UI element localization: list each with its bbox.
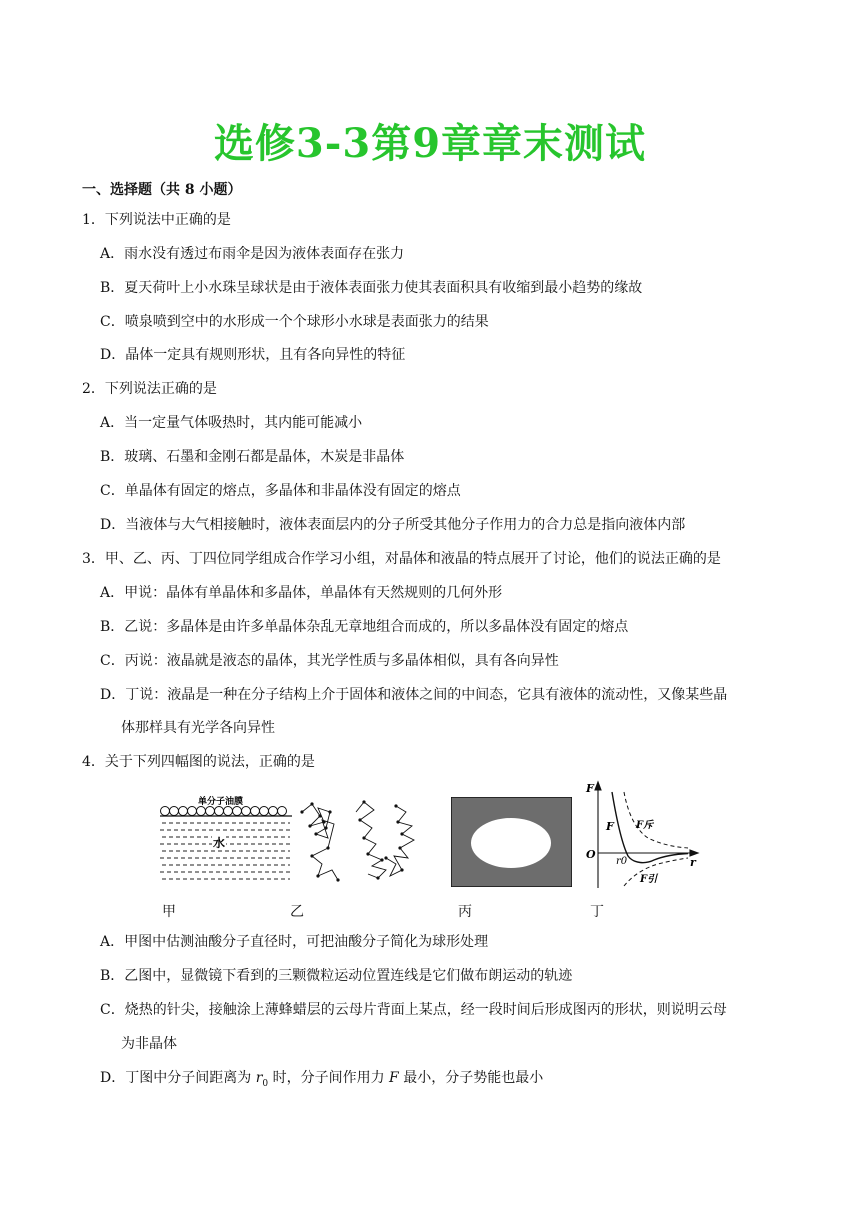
- oil-film-label: 单分子油膜: [198, 797, 244, 807]
- question-2-stem: 2．下列说法正确的是: [82, 381, 217, 397]
- q4-option-c: C．烧热的针尖，接触涂上薄蜂蜡层的云母片背面上某点，经一段时间后形成图丙的形状，则说明云母: [100, 1002, 727, 1018]
- water-label: 水: [213, 836, 226, 850]
- oil-film-figure: [160, 795, 292, 885]
- q4-option-b: B．乙图中，显微镜下看到的三颗微粒运动位置连线是它们做布朗运动的轨迹: [100, 968, 573, 984]
- graph-origin-label: O: [586, 848, 596, 861]
- section-heading: 一、选择题（共 8 小题）: [82, 182, 242, 198]
- caption-yi: 乙: [290, 904, 304, 920]
- graph-y-axis-label: F: [586, 782, 594, 795]
- question-4-stem: 4．关于下列四幅图的说法，正确的是: [82, 754, 315, 770]
- q1-option-b: B．夏天荷叶上小水珠呈球状是由于液体表面张力使其表面积具有收缩到最小趋势的缘故: [100, 280, 643, 296]
- q1-option-c: C．喷泉喷到空中的水形成一个个球形小水球是表面张力的结果: [100, 314, 489, 330]
- page-title: 选修3-3第9章章末测试: [213, 120, 647, 167]
- q3-option-b: B．乙说：多晶体是由许多单晶体杂乱无章地组合而成的，所以多晶体没有固定的熔点: [100, 619, 629, 635]
- q2-option-a: A．当一定量气体吸热时，其内能可能减小: [100, 415, 363, 431]
- q4-d-f-symbol: F: [389, 1070, 399, 1086]
- q3-option-d-continued: 体那样具有光学各向异性: [121, 720, 275, 736]
- q2-option-c: C．单晶体有固定的熔点，多晶体和非晶体没有固定的熔点: [100, 483, 461, 499]
- graph-x-axis-label: r: [690, 856, 696, 869]
- q4-d-text-2: 时，分子间作用力: [268, 1070, 390, 1086]
- q4-d-text-3: 最小，分子势能也最小: [398, 1070, 544, 1086]
- q1-option-d: D．晶体一定具有规则形状，且有各向异性的特征: [100, 347, 406, 363]
- wax-melt-figure: [451, 797, 572, 887]
- q4-d-text-1: D．丁图中分子间距离为: [100, 1070, 256, 1086]
- q3-option-a: A．甲说：晶体有单晶体和多晶体，单晶体有天然规则的几何外形: [100, 585, 503, 601]
- q4-option-a: A．甲图中估测油酸分子直径时，可把油酸分子简化为球形处理: [100, 934, 489, 950]
- q2-option-d: D．当液体与大气相接触时，液体表面层内的分子所受其他分子作用力的合力总是指向液体内部: [100, 517, 686, 533]
- brownian-motion-figure: [298, 798, 420, 884]
- caption-jia: 甲: [162, 904, 176, 920]
- q2-option-b: B．玻璃、石墨和金刚石都是晶体，木炭是非晶体: [100, 449, 405, 465]
- q4-option-d: [100, 1068, 543, 1094]
- q3-option-d: D．丁说：液晶是一种在分子结构上介于固体和液体之间的中间态，它具有液体的流动性，又像某些晶: [100, 687, 728, 703]
- graph-repulsive-label: F斥: [636, 820, 654, 831]
- q3-option-c: C．丙说：液晶就是液态的晶体，其光学性质与多晶体相似，具有各向异性: [100, 653, 559, 669]
- q1-option-a: A．雨水没有透过布雨伞是因为液体表面存在张力: [100, 246, 405, 262]
- q4-option-c-continued: 为非晶体: [121, 1036, 177, 1052]
- graph-curve-label: F: [606, 820, 614, 833]
- question-1-stem: 1．下列说法中正确的是: [82, 212, 231, 228]
- caption-bing: 丙: [458, 904, 472, 920]
- q4-d-r-symbol: r: [255, 1070, 263, 1086]
- question-3-stem: 3．甲、乙、丙、丁四位同学组成合作学习小组，对晶体和液晶的特点展开了讨论，他们的说法正确的是: [82, 551, 721, 567]
- graph-attractive-label: F引: [640, 874, 658, 885]
- q4-d-r-subscript: 0: [262, 1078, 269, 1089]
- graph-r0-label: r0: [616, 856, 628, 867]
- caption-ding: 丁: [590, 904, 604, 920]
- molecular-force-graph: [584, 778, 704, 894]
